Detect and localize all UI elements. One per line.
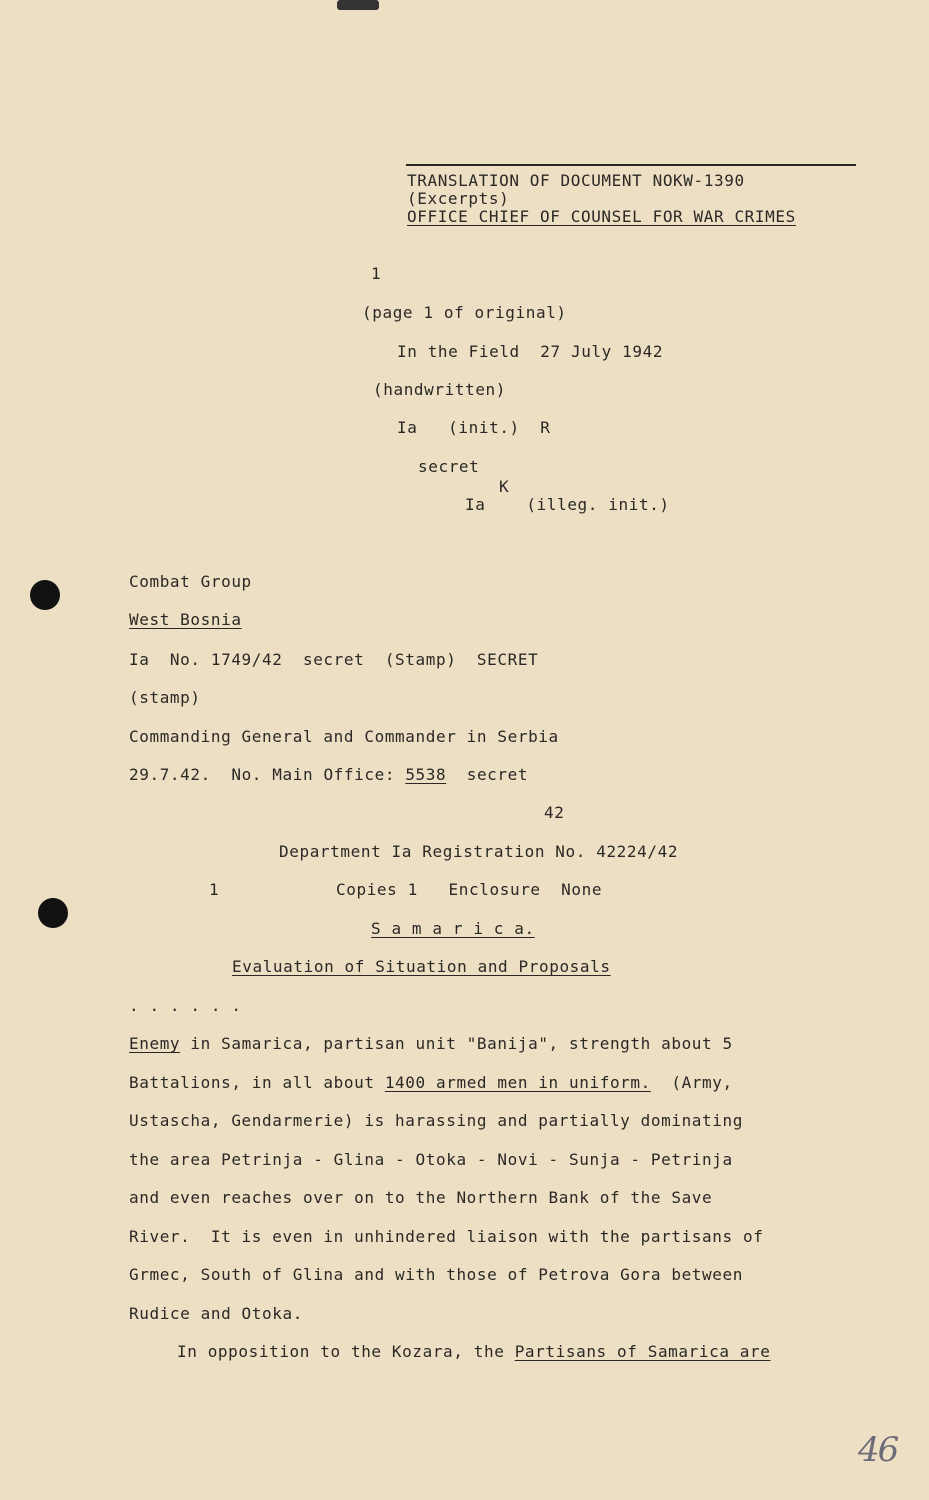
ellipsis-dots: . . . . . . <box>129 996 242 1015</box>
header-top-rule <box>406 164 856 166</box>
date-value: 29.7.42. <box>129 765 211 784</box>
page-number: 1 <box>371 264 382 283</box>
stamp-line: (stamp) <box>129 688 201 707</box>
armed-men-phrase: 1400 armed men in uniform. <box>384 1073 651 1092</box>
main-office-label: No. Main Office: <box>231 765 396 784</box>
number-42: 42 <box>544 803 565 822</box>
page-of-original: (page 1 of original) <box>362 303 567 322</box>
body-line-2-a: Battalions, in all about <box>129 1073 385 1092</box>
combat-group: Combat Group <box>129 572 252 591</box>
body-line-1 <box>129 1034 733 1054</box>
body-line-6: River. It is even in unhindered liaison with the partisans of <box>129 1227 764 1246</box>
ia-initials: Ia (init.) R <box>397 418 551 437</box>
main-office-number: 5538 <box>405 765 447 784</box>
body-line-2 <box>129 1073 733 1093</box>
west-bosnia: West Bosnia <box>129 610 242 629</box>
header-excerpts: (Excerpts) <box>407 189 510 208</box>
body-line-8: Rudice and Otoka. <box>129 1304 303 1323</box>
samarica-title: S a m a r i c a. <box>371 919 535 938</box>
body-line-7: Grmec, South of Glina and with those of Petrova Gora between <box>129 1265 743 1284</box>
handwritten-note: (handwritten) <box>373 380 507 399</box>
commanding-general: Commanding General and Commander in Serbia <box>129 727 559 746</box>
place-date: In the Field 27 July 1942 <box>397 342 664 361</box>
evaluation-title: Evaluation of Situation and Proposals <box>232 957 611 976</box>
body-line-4: the area Petrinja - Glina - Otoka - Novi - Sunja - Petrinja <box>129 1150 733 1169</box>
header-office: OFFICE CHIEF OF COUNSEL FOR WAR CRIMES <box>407 207 796 226</box>
header-title: TRANSLATION OF DOCUMENT NOKW-1390 <box>407 171 745 190</box>
punch-hole-bottom <box>38 898 68 928</box>
staple-mark <box>337 0 379 10</box>
ia-number-line: Ia No. 1749/42 secret (Stamp) SECRET <box>129 650 539 669</box>
date-line <box>129 765 528 785</box>
enemy-word: Enemy <box>129 1034 181 1053</box>
body-line-9-a: In opposition to the Kozara, the <box>177 1342 515 1361</box>
ia-illegible-initials: Ia (illeg. init.) <box>465 495 670 514</box>
punch-hole-top <box>30 580 60 610</box>
k-mark: K <box>499 477 510 496</box>
body-line-3: Ustascha, Gendarmerie) is harassing and partially dominating <box>129 1111 743 1130</box>
body-line-9 <box>177 1342 771 1362</box>
partisans-phrase: Partisans of Samarica are <box>514 1342 771 1361</box>
secret-mark: secret <box>418 457 480 476</box>
main-office-secret: secret <box>466 765 529 784</box>
copies-number: 1 <box>209 880 220 899</box>
copies-enclosure: Copies 1 Enclosure None <box>336 880 603 899</box>
handwritten-page-number: 46 <box>858 1430 898 1470</box>
body-line-2-b: (Army, <box>650 1073 733 1092</box>
body-line-5: and even reaches over on to the Northern Bank of the Save <box>129 1188 713 1207</box>
body-line-1-text: in Samarica, partisan unit "Banija", strength about 5 <box>180 1034 733 1053</box>
department-registration: Department Ia Registration No. 42224/42 <box>279 842 679 861</box>
